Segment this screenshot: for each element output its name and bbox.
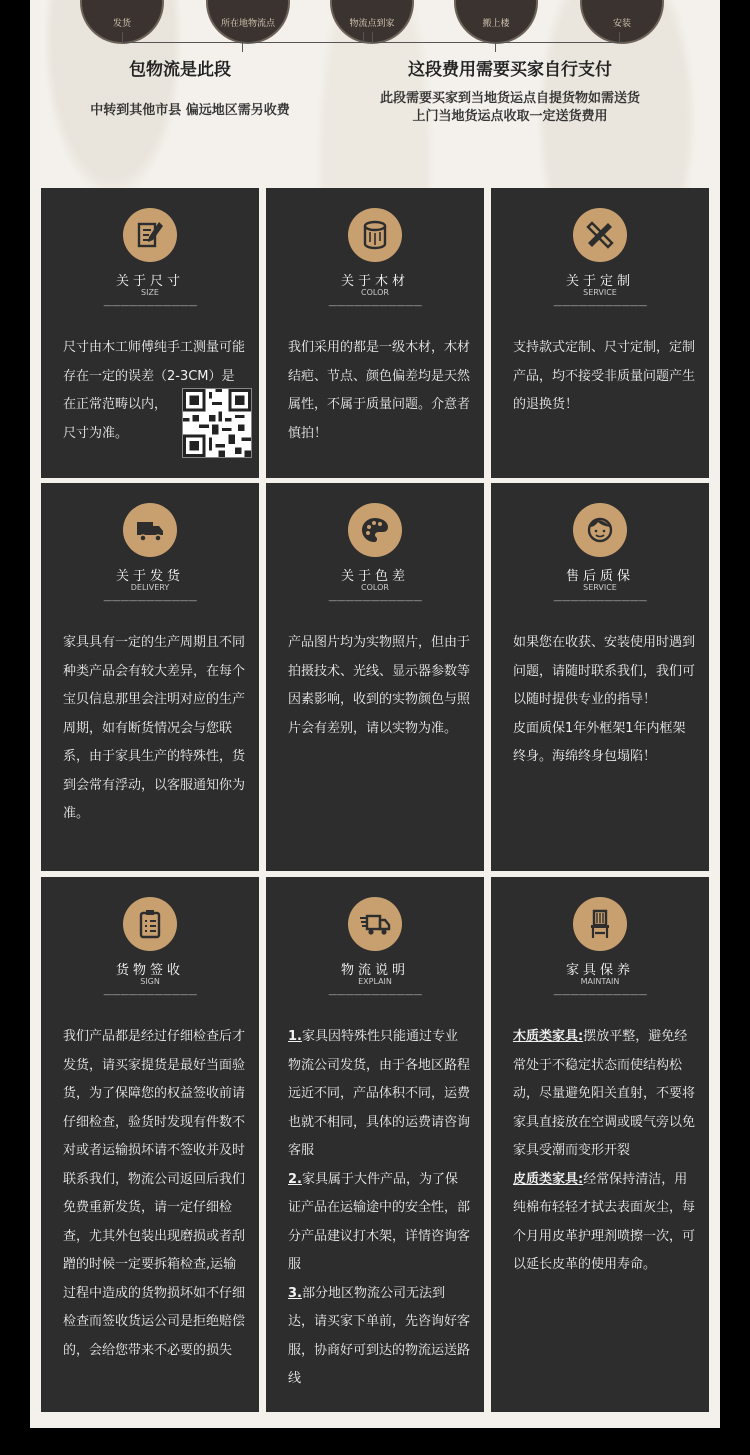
card-divider: ——————————— <box>103 301 197 311</box>
item-number: 2. <box>288 1171 302 1187</box>
shipping-flow <box>0 0 750 185</box>
card-text: 我们采用的都是一级木材，木材结疤、节点、颜色偏差均是天然属性，不属于质量问题。介意者慎拍！ <box>288 340 471 441</box>
card-after-sales <box>491 483 709 871</box>
card-text: 皮面质保1年外框架1年内框架终身。海绵终身包塌陷！ <box>513 720 686 764</box>
card-title: 关于色差 <box>340 569 409 584</box>
card-body <box>63 629 245 829</box>
card-list-item <box>513 1023 695 1166</box>
card-text: 产品图片均为实物照片，但由于拍摄技术、光线、显示器参数等因素影响，收到的实物颜色与照片会有差别，请以实物为准。 <box>288 635 471 736</box>
card-color-diff <box>266 483 484 871</box>
qr-code-image <box>182 388 252 458</box>
flow-step-upstairs: 搬上楼 <box>454 0 538 44</box>
card-logistics <box>266 877 484 1412</box>
flow-right-heading: 这段费用需要买家自行支付 <box>408 60 612 80</box>
card-text: 我们产品都是经过仔细检查后才发货，请买家提货是最好当面验货，为了保障您的权益签收前请仔细检查，验货时发现有件数不对或者运输损坏请不签收并及时联系我们，物流公司返回后我们免费重新发货，请一定仔细检查，尤其外包装出现磨损或者刮蹭的时候一定要拆箱检查,运输过程中造成的货物损坏如不仔细检查而签收货运公司是拒绝赔偿的，会给您带来不必要的损失 <box>63 1029 246 1358</box>
card-divider: ——————————— <box>328 596 422 606</box>
right-bracket-tick <box>495 42 496 52</box>
flow-step-local-station: 所在地物流点 <box>206 0 290 44</box>
flow-right-note-1: 此段需要买家到当地货运点自提货物如需送货 <box>379 91 640 106</box>
item-text: 摆放平整，避免经常处于不稳定状态而使结构松动，尽量避免阳关直射，不要将家具直接放在空调或暖气旁以免家具受潮而变形开裂 <box>513 1029 696 1158</box>
card-subtitle: SERVICE <box>583 288 617 297</box>
left-bracket-tick <box>242 42 243 52</box>
card-divider: ——————————— <box>328 301 422 311</box>
card-title: 家具保养 <box>565 963 634 978</box>
card-body <box>288 334 470 448</box>
card-text: 尺寸由木工师傅纯手工测量可能存在一定的误差（2-3CM）是在正常范畴以内， <box>63 340 246 412</box>
card-divider: ——————————— <box>553 596 647 606</box>
wood-log-icon <box>348 208 402 262</box>
card-body <box>513 629 695 772</box>
card-list-item <box>288 1023 470 1166</box>
card-subtitle: DELIVERY <box>130 583 170 592</box>
item-text: 家具因特殊性只能通过专业物流公司发货，由于各地区路程远近不同，产品体积不同，运费也就不相同，具体的运费请咨询客服 <box>288 1029 471 1158</box>
item-label: 木质类家具: <box>513 1029 584 1044</box>
card-subtitle: EXPLAIN <box>358 977 392 986</box>
item-text: 部分地区物流公司无法到达，请买家下单前，先咨询好客服，协商好可到达的物流运送路线 <box>288 1285 471 1386</box>
card-divider: ——————————— <box>553 990 647 1000</box>
card-subtitle: COLOR <box>361 288 389 297</box>
card-subtitle: COLOR <box>361 583 389 592</box>
card-text: 尺寸为准。 <box>63 425 129 441</box>
item-text: 经常保持清洁，用纯棉布轻轻才拭去表面灰尘，每个月用皮革护理剂喷擦一次，可以延长皮革的使用寿命。 <box>513 1171 696 1272</box>
flow-step-install: 安装 <box>580 0 664 44</box>
card-title: 关于定制 <box>565 274 634 289</box>
card-text: 支持款式定制、尺寸定制，定制产品，均不接受非质量问题产生的退换货！ <box>513 340 696 412</box>
card-text: 家具具有一定的生产周期且不同种类产品会有较大差异，在每个宝贝信息那里会注明对应的生产周期，如有断货情况会与您联系，由于家具生产的特殊性，货到会常有浮动，以客服通知你为准。 <box>63 635 246 821</box>
card-maintain <box>491 877 709 1412</box>
palette-icon <box>348 503 402 557</box>
card-title: 售后质保 <box>565 569 634 584</box>
card-delivery <box>41 483 259 871</box>
card-subtitle: SIZE <box>141 288 159 297</box>
card-list-item <box>288 1166 470 1280</box>
left-bracket <box>122 32 364 43</box>
item-text: 家具属于大件产品，为了保证产品在运输途中的安全性，部分产品建议打木架，详情咨询客服 <box>288 1171 471 1272</box>
flow-step-ship: 发货 <box>80 0 164 44</box>
card-divider: ——————————— <box>553 301 647 311</box>
ruler-cross-icon <box>573 208 627 262</box>
right-bracket <box>372 32 620 43</box>
flow-left-heading: 包物流是此段 <box>129 60 231 80</box>
truck-icon <box>123 503 177 557</box>
card-text: 如果您在收获、安装使用时遇到问题，请随时联系我们，我们可以随时提供专业的指导！ <box>513 635 696 707</box>
card-title: 货物签收 <box>115 963 184 978</box>
card-custom <box>491 188 709 478</box>
card-body <box>63 1023 245 1365</box>
card-sign <box>41 877 259 1412</box>
card-title: 物流说明 <box>340 963 409 978</box>
service-person-icon <box>573 503 627 557</box>
card-divider: ——————————— <box>103 596 197 606</box>
card-list-item <box>513 1166 695 1280</box>
flow-right-note-2: 上门当地货运点收取一定送货费用 <box>412 109 608 124</box>
card-list-item <box>288 1280 470 1394</box>
card-title: 关于发货 <box>115 569 184 584</box>
card-body <box>513 334 695 420</box>
card-divider: ——————————— <box>328 990 422 1000</box>
item-label: 皮质类家具: <box>513 1171 584 1187</box>
card-subtitle: SERVICE <box>583 583 617 592</box>
card-size <box>41 188 259 478</box>
card-subtitle: SIGN <box>140 977 160 986</box>
item-number: 1. <box>288 1029 302 1044</box>
flow-left-note: 中转到其他市县 偏远地区需另收费 <box>90 103 290 118</box>
card-body <box>288 629 470 743</box>
item-number: 3. <box>288 1285 302 1301</box>
delivery-truck-icon <box>348 897 402 951</box>
clipboard-icon <box>123 897 177 951</box>
card-title: 关于尺寸 <box>115 274 184 289</box>
ruler-pencil-icon <box>123 208 177 262</box>
card-body <box>288 1023 470 1394</box>
card-body <box>513 1023 695 1280</box>
card-subtitle: MAINTAIN <box>580 977 620 986</box>
card-wood <box>266 188 484 478</box>
card-divider: ——————————— <box>103 990 197 1000</box>
card-title: 关于木材 <box>340 274 409 289</box>
chair-icon <box>573 897 627 951</box>
flow-step-station-home: 物流点到家 <box>330 0 414 44</box>
